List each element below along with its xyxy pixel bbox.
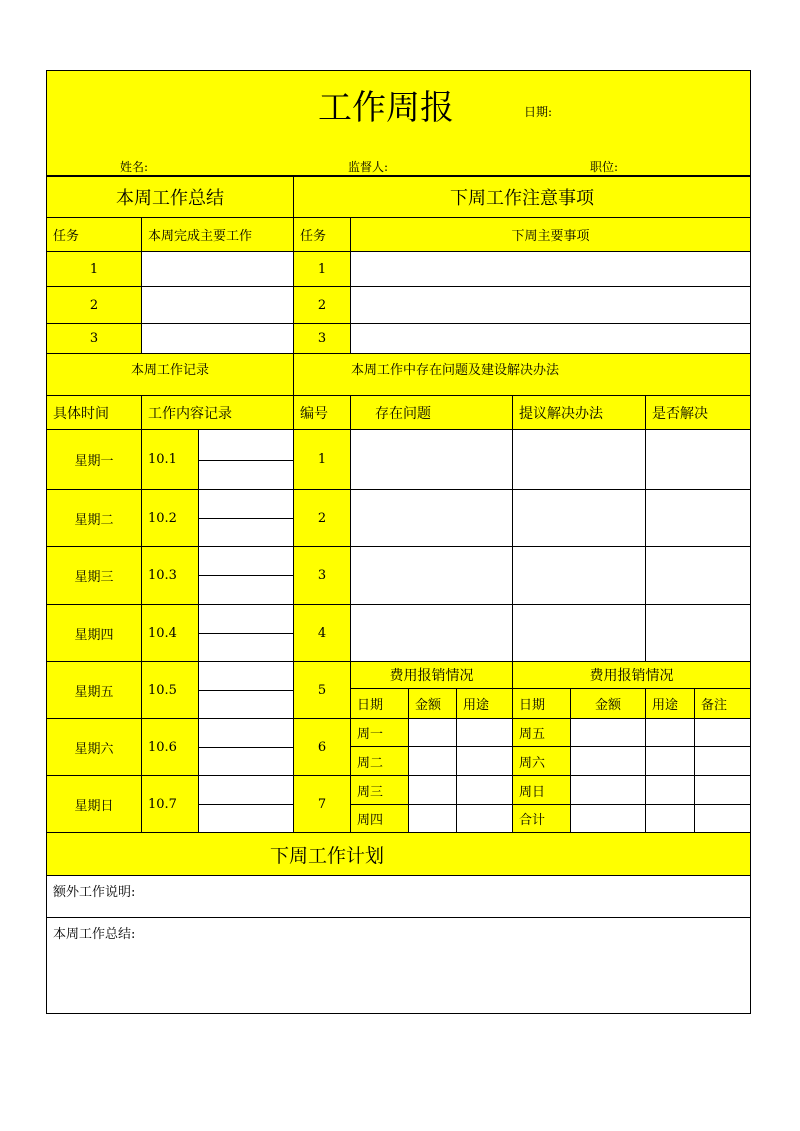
expense-day: 周日: [512, 775, 571, 805]
day-date: 10.2: [141, 489, 199, 547]
expense-day: 周一: [350, 718, 409, 747]
record-cell[interactable]: [198, 747, 294, 776]
day-label: 星期六: [46, 718, 142, 776]
record-cell[interactable]: [198, 661, 294, 691]
resolved-cell[interactable]: [645, 604, 751, 662]
col-no: 编号: [293, 395, 351, 430]
issue-no: 3: [293, 546, 351, 605]
expense-col-notes: 备注: [694, 688, 751, 719]
col-main-work: 本周完成主要工作: [141, 217, 294, 252]
solution-cell[interactable]: [512, 546, 646, 605]
next-week-notes-title: 下周工作注意事项: [293, 176, 751, 218]
expense-purpose-cell[interactable]: [645, 718, 695, 747]
solution-cell[interactable]: [512, 429, 646, 490]
expense-col-purpose: 用途: [645, 688, 695, 719]
expense-day: 周六: [512, 746, 571, 776]
expense-amount-cell[interactable]: [408, 804, 457, 833]
issue-no: 2: [293, 489, 351, 547]
issue-no: 4: [293, 604, 351, 662]
summary-next-item-cell[interactable]: [350, 286, 751, 324]
record-cell[interactable]: [198, 690, 294, 719]
col-next-items: 下周主要事项: [350, 217, 751, 252]
issue-cell[interactable]: [350, 429, 513, 490]
position-label: 职位:: [590, 160, 619, 174]
solution-cell[interactable]: [512, 604, 646, 662]
date-label: 日期:: [524, 105, 553, 119]
summary-row-no-right: 3: [293, 323, 351, 354]
expense-col-purpose: 用途: [456, 688, 513, 719]
expense-total-label: 合计: [512, 804, 571, 833]
record-cell[interactable]: [198, 718, 294, 748]
weekly-summary-field[interactable]: 本周工作总结:: [46, 917, 751, 1014]
name-label: 姓名:: [120, 160, 149, 174]
record-cell[interactable]: [198, 429, 294, 461]
expense-notes-cell[interactable]: [694, 804, 751, 833]
day-label: 星期二: [46, 489, 142, 547]
work-records-title: 本周工作记录: [46, 353, 294, 396]
expense-col-date: 日期: [512, 688, 571, 719]
expense-col-amount: 金额: [570, 688, 646, 719]
solution-cell[interactable]: [512, 489, 646, 547]
page-title: 工作周报: [318, 88, 454, 128]
expense-day: 周四: [350, 804, 409, 833]
day-label: 星期五: [46, 661, 142, 719]
expense-purpose-cell[interactable]: [456, 718, 513, 747]
extra-work-field[interactable]: 额外工作说明:: [46, 875, 751, 918]
record-cell[interactable]: [198, 775, 294, 805]
summary-row-no: 1: [46, 251, 142, 287]
issue-no: 7: [293, 775, 351, 833]
expenses-title-right: 费用报销情况: [512, 661, 751, 689]
expense-amount-cell[interactable]: [408, 718, 457, 747]
col-content: 工作内容记录: [141, 395, 294, 430]
this-week-summary-title: 本周工作总结: [46, 176, 294, 218]
issue-cell[interactable]: [350, 489, 513, 547]
record-cell[interactable]: [198, 575, 294, 605]
col-solution: 提议解决办法: [512, 395, 646, 430]
expense-purpose-cell[interactable]: [456, 746, 513, 776]
expense-notes-cell[interactable]: [694, 718, 751, 747]
expense-amount-cell[interactable]: [408, 775, 457, 805]
issue-no: 5: [293, 661, 351, 719]
resolved-cell[interactable]: [645, 429, 751, 490]
expense-col-amount: 金额: [408, 688, 457, 719]
col-task: 任务: [46, 217, 142, 252]
summary-row-no: 3: [46, 323, 142, 354]
expense-amount-cell[interactable]: [570, 746, 646, 776]
issue-no: 1: [293, 429, 351, 490]
summary-row-no: 2: [46, 286, 142, 324]
summary-next-item-cell[interactable]: [350, 323, 751, 354]
expense-amount-cell[interactable]: [570, 718, 646, 747]
expense-col-date: 日期: [350, 688, 409, 719]
day-date: 10.4: [141, 604, 199, 662]
col-time: 具体时间: [46, 395, 142, 430]
expense-day: 周二: [350, 746, 409, 776]
expense-notes-cell[interactable]: [694, 775, 751, 805]
summary-row-no-right: 2: [293, 286, 351, 324]
summary-main-work-cell[interactable]: [141, 251, 294, 287]
expense-purpose-cell[interactable]: [456, 775, 513, 805]
day-date: 10.1: [141, 429, 199, 490]
day-label: 星期四: [46, 604, 142, 662]
record-cell[interactable]: [198, 604, 294, 634]
day-date: 10.6: [141, 718, 199, 776]
expense-amount-cell[interactable]: [408, 746, 457, 776]
expenses-title-left: 费用报销情况: [350, 661, 513, 689]
expense-notes-cell[interactable]: [694, 746, 751, 776]
record-cell[interactable]: [198, 460, 294, 490]
day-label: 星期三: [46, 546, 142, 605]
summary-main-work-cell[interactable]: [141, 286, 294, 324]
summary-row-no-right: 1: [293, 251, 351, 287]
day-label: 星期一: [46, 429, 142, 490]
col-task-2: 任务: [293, 217, 351, 252]
summary-next-item-cell[interactable]: [350, 251, 751, 287]
col-resolved: 是否解决: [645, 395, 751, 430]
summary-main-work-cell[interactable]: [141, 323, 294, 354]
record-cell[interactable]: [198, 489, 294, 519]
expense-day: 周五: [512, 718, 571, 747]
record-cell[interactable]: [198, 518, 294, 547]
issue-cell[interactable]: [350, 546, 513, 605]
expense-purpose-cell[interactable]: [645, 804, 695, 833]
supervisor-label: 监督人:: [348, 160, 389, 174]
expense-amount-cell[interactable]: [570, 775, 646, 805]
resolved-cell[interactable]: [645, 546, 751, 605]
day-date: 10.3: [141, 546, 199, 605]
expense-purpose-cell[interactable]: [456, 804, 513, 833]
day-date: 10.7: [141, 775, 199, 833]
expense-amount-cell[interactable]: [570, 804, 646, 833]
issues-title: 本周工作中存在问题及建设解决办法: [293, 353, 751, 396]
expense-day: 周三: [350, 775, 409, 805]
day-label: 星期日: [46, 775, 142, 833]
expense-purpose-cell[interactable]: [645, 775, 695, 805]
next-week-plan-title: 下周工作计划: [46, 832, 751, 876]
resolved-cell[interactable]: [645, 489, 751, 547]
issue-no: 6: [293, 718, 351, 776]
record-cell[interactable]: [198, 633, 294, 662]
day-date: 10.5: [141, 661, 199, 719]
record-cell[interactable]: [198, 804, 294, 833]
record-cell[interactable]: [198, 546, 294, 576]
expense-purpose-cell[interactable]: [645, 746, 695, 776]
col-issue: 存在问题: [350, 395, 513, 430]
issue-cell[interactable]: [350, 604, 513, 662]
